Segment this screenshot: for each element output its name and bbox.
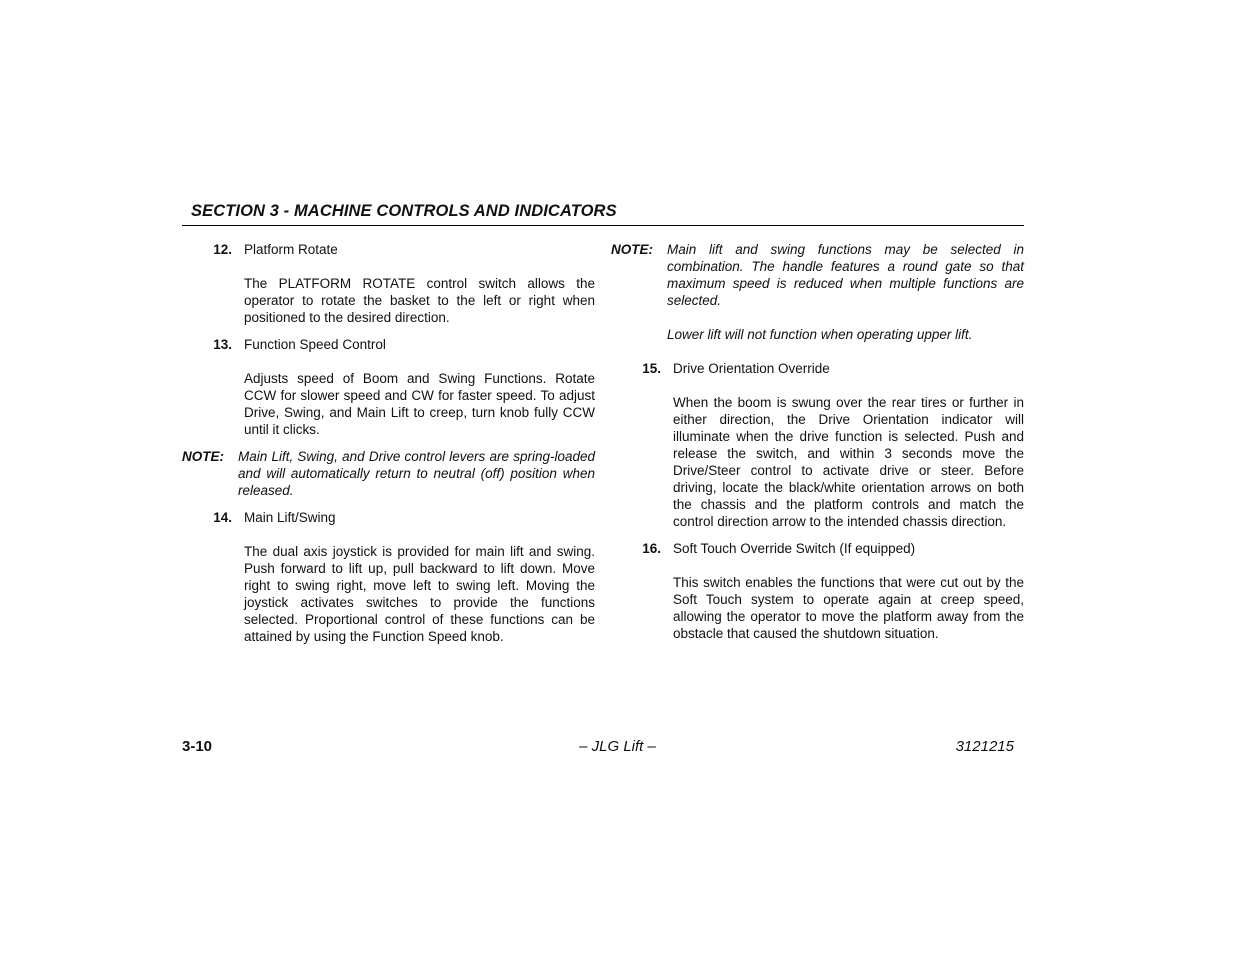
item-soft-touch-override <box>611 540 1024 642</box>
note-combination-functions <box>611 241 1024 343</box>
item-number: 16. <box>642 541 661 556</box>
item-title: Function Speed Control <box>244 337 386 352</box>
item-body: This switch enables the functions that were cut out by the Soft Touch system to operate again at creep speed, allowing the operator to move the platform away from the obstacle that caused the shutdown situation. <box>673 575 1024 641</box>
document-number: 3121215 <box>955 738 1014 755</box>
note-text: Main lift and swing functions may be selected in combination. The handle features a round gate so that maximum speed is reduced when multiple functions are selected. <box>667 242 1024 308</box>
item-title: Drive Orientation Override <box>673 361 830 376</box>
note-label: NOTE: <box>611 242 653 257</box>
item-function-speed-control <box>182 336 595 438</box>
item-drive-orientation-override <box>611 360 1024 530</box>
item-number: 12. <box>213 242 232 257</box>
item-number: 13. <box>213 337 232 352</box>
header-divider <box>182 225 1024 226</box>
footer-brand: – JLG Lift – <box>579 738 656 755</box>
item-body: The dual axis joystick is provided for main lift and swing. Push forward to lift up, pull backward to lift down. Move right to swing right, move left to swing left. Moving the joystick activates switches to provide the functions selected. Proportional control of these functions can be attained by using the Function Speed knob. <box>244 544 595 644</box>
note-control-levers <box>182 448 595 499</box>
section-title: SECTION 3 - MACHINE CONTROLS AND INDICATORS <box>191 202 617 220</box>
left-column <box>182 241 595 645</box>
item-title: Soft Touch Override Switch (If equipped) <box>673 541 916 556</box>
item-platform-rotate <box>182 241 595 326</box>
item-number: 15. <box>642 361 661 376</box>
item-number: 14. <box>213 510 232 525</box>
item-body: The PLATFORM ROTATE control switch allows the operator to rotate the basket to the left or right when positioned to the desired direction. <box>244 276 595 325</box>
item-title: Platform Rotate <box>244 242 338 257</box>
item-title: Main Lift/Swing <box>244 510 336 525</box>
page-number: 3-10 <box>182 738 213 755</box>
note-text: Lower lift will not function when operating upper lift. <box>667 327 973 342</box>
item-body: When the boom is swung over the rear tires or further in either direction, the Drive Orientation indicator will illuminate when the drive function is selected. Push and release the switch, and within 3 seconds move the Drive/Steer control to activate drive or steer. Before driving, locate the black/white orientation arrows on both the chassis and the platform controls and match the control direction arrow to the intended chassis direction. <box>673 395 1024 529</box>
item-main-lift-swing <box>182 509 595 645</box>
note-text: Main Lift, Swing, and Drive control levers are spring-loaded and will automatically return to neutral (off) position when released. <box>238 449 595 498</box>
note-label: NOTE: <box>182 449 224 464</box>
item-body: Adjusts speed of Boom and Swing Functions. Rotate CCW for slower speed and CW for faster speed. To adjust Drive, Swing, and Main Lift to creep, turn knob fully CCW until it clicks. <box>244 371 595 437</box>
right-column <box>611 241 1024 642</box>
